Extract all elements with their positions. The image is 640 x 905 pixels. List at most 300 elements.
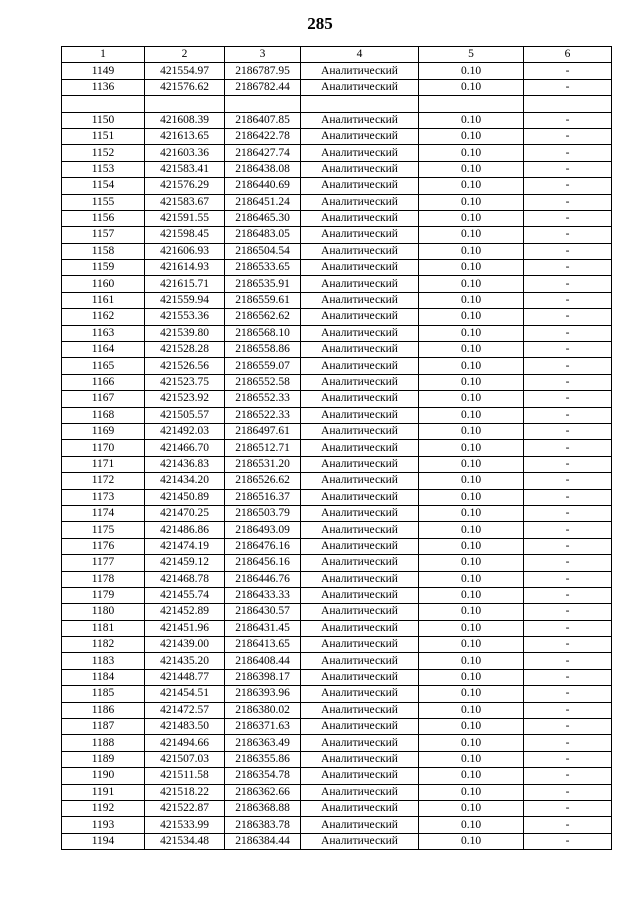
table-row (62, 440, 612, 456)
cell-method: Аналитический (301, 620, 419, 636)
cell-accuracy: 0.10 (419, 702, 524, 718)
table-header (62, 47, 612, 63)
cell-point-number: 1192 (62, 800, 145, 816)
cell-y-coordinate: 2186562.62 (225, 309, 301, 325)
cell-accuracy: 0.10 (419, 719, 524, 735)
cell-point-number: 1176 (62, 538, 145, 554)
table-row (62, 161, 612, 177)
cell-method: Аналитический (301, 342, 419, 358)
cell-point-number: 1173 (62, 489, 145, 505)
table-row (62, 194, 612, 210)
table-body (62, 63, 612, 850)
cell-point-number: 1172 (62, 473, 145, 489)
cell-y-coordinate: 2186408.44 (225, 653, 301, 669)
cell-method: Аналитический (301, 571, 419, 587)
cell-x-coordinate: 421608.39 (145, 112, 225, 128)
cell-y-coordinate: 2186558.86 (225, 342, 301, 358)
cell-accuracy: 0.10 (419, 571, 524, 587)
cell-point-number: 1167 (62, 391, 145, 407)
cell-x-coordinate: 421518.22 (145, 784, 225, 800)
cell-accuracy: 0.10 (419, 407, 524, 423)
cell-x-coordinate: 421472.57 (145, 702, 225, 718)
header-col-3: 3 (225, 47, 301, 63)
cell-accuracy: 0.10 (419, 325, 524, 341)
cell-method: Аналитический (301, 128, 419, 144)
cell-y-coordinate: 2186552.58 (225, 374, 301, 390)
cell-accuracy: 0.10 (419, 538, 524, 554)
cell-method: Аналитический (301, 555, 419, 571)
cell-accuracy: 0.10 (419, 473, 524, 489)
cell-point-number: 1185 (62, 686, 145, 702)
cell-accuracy: 0.10 (419, 800, 524, 816)
cell-note: - (524, 325, 612, 341)
cell-y-coordinate: 2186568.10 (225, 325, 301, 341)
cell-x-coordinate: 421583.67 (145, 194, 225, 210)
cell-method: Аналитический (301, 587, 419, 603)
cell-note: - (524, 768, 612, 784)
table-row (62, 358, 612, 374)
table-row (62, 276, 612, 292)
cell-note: - (524, 800, 612, 816)
cell-y-coordinate (225, 96, 301, 112)
cell-method: Аналитический (301, 456, 419, 472)
table-row (62, 260, 612, 276)
cell-note: - (524, 112, 612, 128)
table-row (62, 128, 612, 144)
cell-note: - (524, 735, 612, 751)
cell-y-coordinate: 2186383.78 (225, 817, 301, 833)
cell-x-coordinate: 421583.41 (145, 161, 225, 177)
table-row (62, 112, 612, 128)
cell-x-coordinate: 421439.00 (145, 637, 225, 653)
cell-x-coordinate: 421451.96 (145, 620, 225, 636)
cell-point-number: 1136 (62, 79, 145, 95)
cell-y-coordinate: 2186504.54 (225, 243, 301, 259)
cell-accuracy: 0.10 (419, 669, 524, 685)
cell-note: - (524, 292, 612, 308)
cell-x-coordinate: 421455.74 (145, 587, 225, 603)
cell-x-coordinate: 421470.25 (145, 505, 225, 521)
cell-method: Аналитический (301, 505, 419, 521)
cell-method: Аналитический (301, 358, 419, 374)
cell-x-coordinate: 421528.28 (145, 342, 225, 358)
cell-y-coordinate: 2186363.49 (225, 735, 301, 751)
cell-accuracy: 0.10 (419, 79, 524, 95)
cell-x-coordinate: 421448.77 (145, 669, 225, 685)
cell-y-coordinate: 2186362.66 (225, 784, 301, 800)
cell-y-coordinate: 2186393.96 (225, 686, 301, 702)
page-number: 285 (307, 14, 333, 33)
cell-point-number: 1149 (62, 63, 145, 79)
table-row (62, 719, 612, 735)
cell-x-coordinate: 421436.83 (145, 456, 225, 472)
cell-y-coordinate: 2186559.61 (225, 292, 301, 308)
cell-point-number: 1184 (62, 669, 145, 685)
cell-point-number: 1161 (62, 292, 145, 308)
cell-y-coordinate: 2186413.65 (225, 637, 301, 653)
cell-accuracy (419, 96, 524, 112)
table-row (62, 210, 612, 226)
table-row (62, 243, 612, 259)
cell-method: Аналитический (301, 604, 419, 620)
cell-note: - (524, 653, 612, 669)
cell-accuracy: 0.10 (419, 735, 524, 751)
cell-method: Аналитический (301, 178, 419, 194)
cell-x-coordinate: 421591.55 (145, 210, 225, 226)
cell-note: - (524, 505, 612, 521)
cell-note: - (524, 489, 612, 505)
cell-accuracy: 0.10 (419, 112, 524, 128)
cell-accuracy: 0.10 (419, 817, 524, 833)
cell-method: Аналитический (301, 260, 419, 276)
cell-point-number: 1154 (62, 178, 145, 194)
cell-point-number: 1160 (62, 276, 145, 292)
cell-y-coordinate: 2186398.17 (225, 669, 301, 685)
cell-method: Аналитический (301, 440, 419, 456)
table-row (62, 620, 612, 636)
cell-accuracy: 0.10 (419, 391, 524, 407)
table-row (62, 735, 612, 751)
cell-x-coordinate: 421576.29 (145, 178, 225, 194)
cell-accuracy: 0.10 (419, 505, 524, 521)
cell-accuracy: 0.10 (419, 620, 524, 636)
cell-point-number: 1180 (62, 604, 145, 620)
table-row (62, 473, 612, 489)
cell-note: - (524, 260, 612, 276)
table-row (62, 79, 612, 95)
cell-x-coordinate: 421494.66 (145, 735, 225, 751)
table-row (62, 292, 612, 308)
cell-x-coordinate: 421452.89 (145, 604, 225, 620)
cell-x-coordinate: 421534.48 (145, 833, 225, 849)
cell-y-coordinate: 2186427.74 (225, 145, 301, 161)
cell-point-number: 1193 (62, 817, 145, 833)
cell-point-number: 1189 (62, 751, 145, 767)
cell-method (301, 96, 419, 112)
cell-x-coordinate: 421526.56 (145, 358, 225, 374)
table-row (62, 538, 612, 554)
cell-method: Аналитический (301, 719, 419, 735)
cell-method: Аналитический (301, 194, 419, 210)
cell-y-coordinate: 2186522.33 (225, 407, 301, 423)
cell-note: - (524, 440, 612, 456)
table-row (62, 407, 612, 423)
cell-accuracy: 0.10 (419, 227, 524, 243)
table-row (62, 702, 612, 718)
cell-x-coordinate: 421615.71 (145, 276, 225, 292)
cell-point-number: 1179 (62, 587, 145, 603)
cell-note: - (524, 555, 612, 571)
cell-note: - (524, 538, 612, 554)
cell-point-number: 1156 (62, 210, 145, 226)
cell-accuracy: 0.10 (419, 637, 524, 653)
cell-note: - (524, 587, 612, 603)
table-row (62, 227, 612, 243)
cell-point-number: 1177 (62, 555, 145, 571)
cell-accuracy: 0.10 (419, 751, 524, 767)
cell-x-coordinate: 421505.57 (145, 407, 225, 423)
cell-point-number: 1190 (62, 768, 145, 784)
cell-method: Аналитический (301, 210, 419, 226)
cell-x-coordinate: 421613.65 (145, 128, 225, 144)
cell-y-coordinate: 2186355.86 (225, 751, 301, 767)
cell-y-coordinate: 2186531.20 (225, 456, 301, 472)
cell-note: - (524, 637, 612, 653)
cell-method: Аналитический (301, 325, 419, 341)
cell-method: Аналитический (301, 768, 419, 784)
table-row (62, 751, 612, 767)
cell-x-coordinate: 421614.93 (145, 260, 225, 276)
cell-point-number: 1159 (62, 260, 145, 276)
cell-accuracy: 0.10 (419, 161, 524, 177)
table-row (62, 391, 612, 407)
cell-y-coordinate: 2186483.05 (225, 227, 301, 243)
cell-point-number: 1194 (62, 833, 145, 849)
cell-accuracy: 0.10 (419, 210, 524, 226)
cell-point-number: 1178 (62, 571, 145, 587)
table-row (62, 145, 612, 161)
cell-note: - (524, 423, 612, 439)
cell-method: Аналитический (301, 522, 419, 538)
cell-note: - (524, 784, 612, 800)
cell-y-coordinate: 2186456.16 (225, 555, 301, 571)
cell-note: - (524, 817, 612, 833)
cell-y-coordinate: 2186503.79 (225, 505, 301, 521)
cell-y-coordinate: 2186380.02 (225, 702, 301, 718)
cell-note: - (524, 178, 612, 194)
cell-y-coordinate: 2186552.33 (225, 391, 301, 407)
cell-point-number: 1151 (62, 128, 145, 144)
cell-point-number: 1182 (62, 637, 145, 653)
cell-x-coordinate: 421486.86 (145, 522, 225, 538)
table-row (62, 571, 612, 587)
cell-point-number: 1165 (62, 358, 145, 374)
cell-x-coordinate: 421492.03 (145, 423, 225, 439)
cell-note: - (524, 309, 612, 325)
cell-y-coordinate: 2186430.57 (225, 604, 301, 620)
cell-point-number: 1188 (62, 735, 145, 751)
header-col-4: 4 (301, 47, 419, 63)
cell-x-coordinate: 421507.03 (145, 751, 225, 767)
header-col-2: 2 (145, 47, 225, 63)
cell-note (524, 96, 612, 112)
cell-accuracy: 0.10 (419, 342, 524, 358)
cell-point-number: 1186 (62, 702, 145, 718)
cell-y-coordinate: 2186535.91 (225, 276, 301, 292)
cell-note: - (524, 63, 612, 79)
table-row (62, 342, 612, 358)
table-row (62, 784, 612, 800)
cell-method: Аналитический (301, 292, 419, 308)
cell-note: - (524, 145, 612, 161)
header-col-1: 1 (62, 47, 145, 63)
cell-x-coordinate: 421523.92 (145, 391, 225, 407)
cell-method: Аналитический (301, 309, 419, 325)
cell-point-number: 1183 (62, 653, 145, 669)
cell-y-coordinate: 2186533.65 (225, 260, 301, 276)
cell-note: - (524, 374, 612, 390)
cell-y-coordinate: 2186476.16 (225, 538, 301, 554)
cell-accuracy: 0.10 (419, 145, 524, 161)
cell-accuracy: 0.10 (419, 653, 524, 669)
table-row (62, 178, 612, 194)
cell-point-number: 1168 (62, 407, 145, 423)
table-row (62, 653, 612, 669)
cell-accuracy: 0.10 (419, 358, 524, 374)
cell-accuracy: 0.10 (419, 423, 524, 439)
cell-x-coordinate: 421523.75 (145, 374, 225, 390)
cell-note: - (524, 620, 612, 636)
cell-method: Аналитический (301, 751, 419, 767)
cell-method: Аналитический (301, 637, 419, 653)
table-row (62, 423, 612, 439)
cell-method: Аналитический (301, 407, 419, 423)
cell-point-number: 1187 (62, 719, 145, 735)
cell-method: Аналитический (301, 145, 419, 161)
cell-method: Аналитический (301, 686, 419, 702)
cell-method: Аналитический (301, 112, 419, 128)
cell-accuracy: 0.10 (419, 276, 524, 292)
cell-accuracy: 0.10 (419, 604, 524, 620)
cell-x-coordinate: 421474.19 (145, 538, 225, 554)
cell-point-number (62, 96, 145, 112)
table-row (62, 522, 612, 538)
cell-point-number: 1163 (62, 325, 145, 341)
cell-x-coordinate: 421466.70 (145, 440, 225, 456)
cell-note: - (524, 79, 612, 95)
cell-note: - (524, 407, 612, 423)
cell-method: Аналитический (301, 669, 419, 685)
cell-y-coordinate: 2186512.71 (225, 440, 301, 456)
cell-accuracy: 0.10 (419, 489, 524, 505)
cell-y-coordinate: 2186438.08 (225, 161, 301, 177)
header-col-6: 6 (524, 47, 612, 63)
cell-y-coordinate: 2186440.69 (225, 178, 301, 194)
cell-x-coordinate: 421606.93 (145, 243, 225, 259)
header-row (62, 47, 612, 63)
cell-point-number: 1169 (62, 423, 145, 439)
cell-method: Аналитический (301, 276, 419, 292)
table-row (62, 96, 612, 112)
table-row (62, 309, 612, 325)
cell-method: Аналитический (301, 538, 419, 554)
cell-note: - (524, 128, 612, 144)
cell-method: Аналитический (301, 702, 419, 718)
cell-x-coordinate (145, 96, 225, 112)
cell-x-coordinate: 421522.87 (145, 800, 225, 816)
table-row (62, 686, 612, 702)
cell-method: Аналитический (301, 79, 419, 95)
cell-note: - (524, 571, 612, 587)
cell-accuracy: 0.10 (419, 456, 524, 472)
table-row (62, 63, 612, 79)
table-row (62, 555, 612, 571)
cell-x-coordinate: 421598.45 (145, 227, 225, 243)
cell-note: - (524, 751, 612, 767)
cell-accuracy: 0.10 (419, 309, 524, 325)
cell-y-coordinate: 2186451.24 (225, 194, 301, 210)
cell-accuracy: 0.10 (419, 522, 524, 538)
cell-x-coordinate: 421533.99 (145, 817, 225, 833)
cell-note: - (524, 522, 612, 538)
cell-x-coordinate: 421553.36 (145, 309, 225, 325)
cell-point-number: 1170 (62, 440, 145, 456)
cell-y-coordinate: 2186384.44 (225, 833, 301, 849)
cell-x-coordinate: 421483.50 (145, 719, 225, 735)
cell-method: Аналитический (301, 817, 419, 833)
cell-point-number: 1175 (62, 522, 145, 538)
cell-method: Аналитический (301, 374, 419, 390)
cell-accuracy: 0.10 (419, 260, 524, 276)
cell-method: Аналитический (301, 735, 419, 751)
cell-point-number: 1157 (62, 227, 145, 243)
cell-accuracy: 0.10 (419, 555, 524, 571)
cell-method: Аналитический (301, 833, 419, 849)
cell-accuracy: 0.10 (419, 768, 524, 784)
cell-x-coordinate: 421554.97 (145, 63, 225, 79)
cell-accuracy: 0.10 (419, 587, 524, 603)
cell-method: Аналитический (301, 243, 419, 259)
cell-x-coordinate: 421434.20 (145, 473, 225, 489)
table-row (62, 833, 612, 849)
table-row (62, 800, 612, 816)
cell-x-coordinate: 421539.80 (145, 325, 225, 341)
cell-point-number: 1152 (62, 145, 145, 161)
cell-accuracy: 0.10 (419, 374, 524, 390)
cell-method: Аналитический (301, 784, 419, 800)
cell-method: Аналитический (301, 391, 419, 407)
cell-y-coordinate: 2186516.37 (225, 489, 301, 505)
table-row (62, 669, 612, 685)
cell-y-coordinate: 2186782.44 (225, 79, 301, 95)
cell-y-coordinate: 2186368.88 (225, 800, 301, 816)
cell-y-coordinate: 2186407.85 (225, 112, 301, 128)
table-row (62, 456, 612, 472)
cell-note: - (524, 604, 612, 620)
cell-point-number: 1191 (62, 784, 145, 800)
cell-accuracy: 0.10 (419, 194, 524, 210)
cell-accuracy: 0.10 (419, 686, 524, 702)
cell-method: Аналитический (301, 653, 419, 669)
table-row (62, 768, 612, 784)
cell-point-number: 1181 (62, 620, 145, 636)
cell-accuracy: 0.10 (419, 784, 524, 800)
cell-x-coordinate: 421454.51 (145, 686, 225, 702)
cell-x-coordinate: 421450.89 (145, 489, 225, 505)
coordinates-table (61, 46, 612, 850)
cell-note: - (524, 358, 612, 374)
table-row (62, 325, 612, 341)
cell-y-coordinate: 2186526.62 (225, 473, 301, 489)
cell-x-coordinate: 421435.20 (145, 653, 225, 669)
cell-y-coordinate: 2186371.63 (225, 719, 301, 735)
cell-method: Аналитический (301, 423, 419, 439)
cell-accuracy: 0.10 (419, 292, 524, 308)
cell-note: - (524, 210, 612, 226)
cell-accuracy: 0.10 (419, 243, 524, 259)
cell-y-coordinate: 2186446.76 (225, 571, 301, 587)
cell-accuracy: 0.10 (419, 833, 524, 849)
cell-x-coordinate: 421468.78 (145, 571, 225, 587)
cell-accuracy: 0.10 (419, 128, 524, 144)
table-row (62, 505, 612, 521)
cell-y-coordinate: 2186787.95 (225, 63, 301, 79)
cell-point-number: 1155 (62, 194, 145, 210)
cell-point-number: 1158 (62, 243, 145, 259)
cell-point-number: 1166 (62, 374, 145, 390)
cell-note: - (524, 276, 612, 292)
cell-note: - (524, 391, 612, 407)
